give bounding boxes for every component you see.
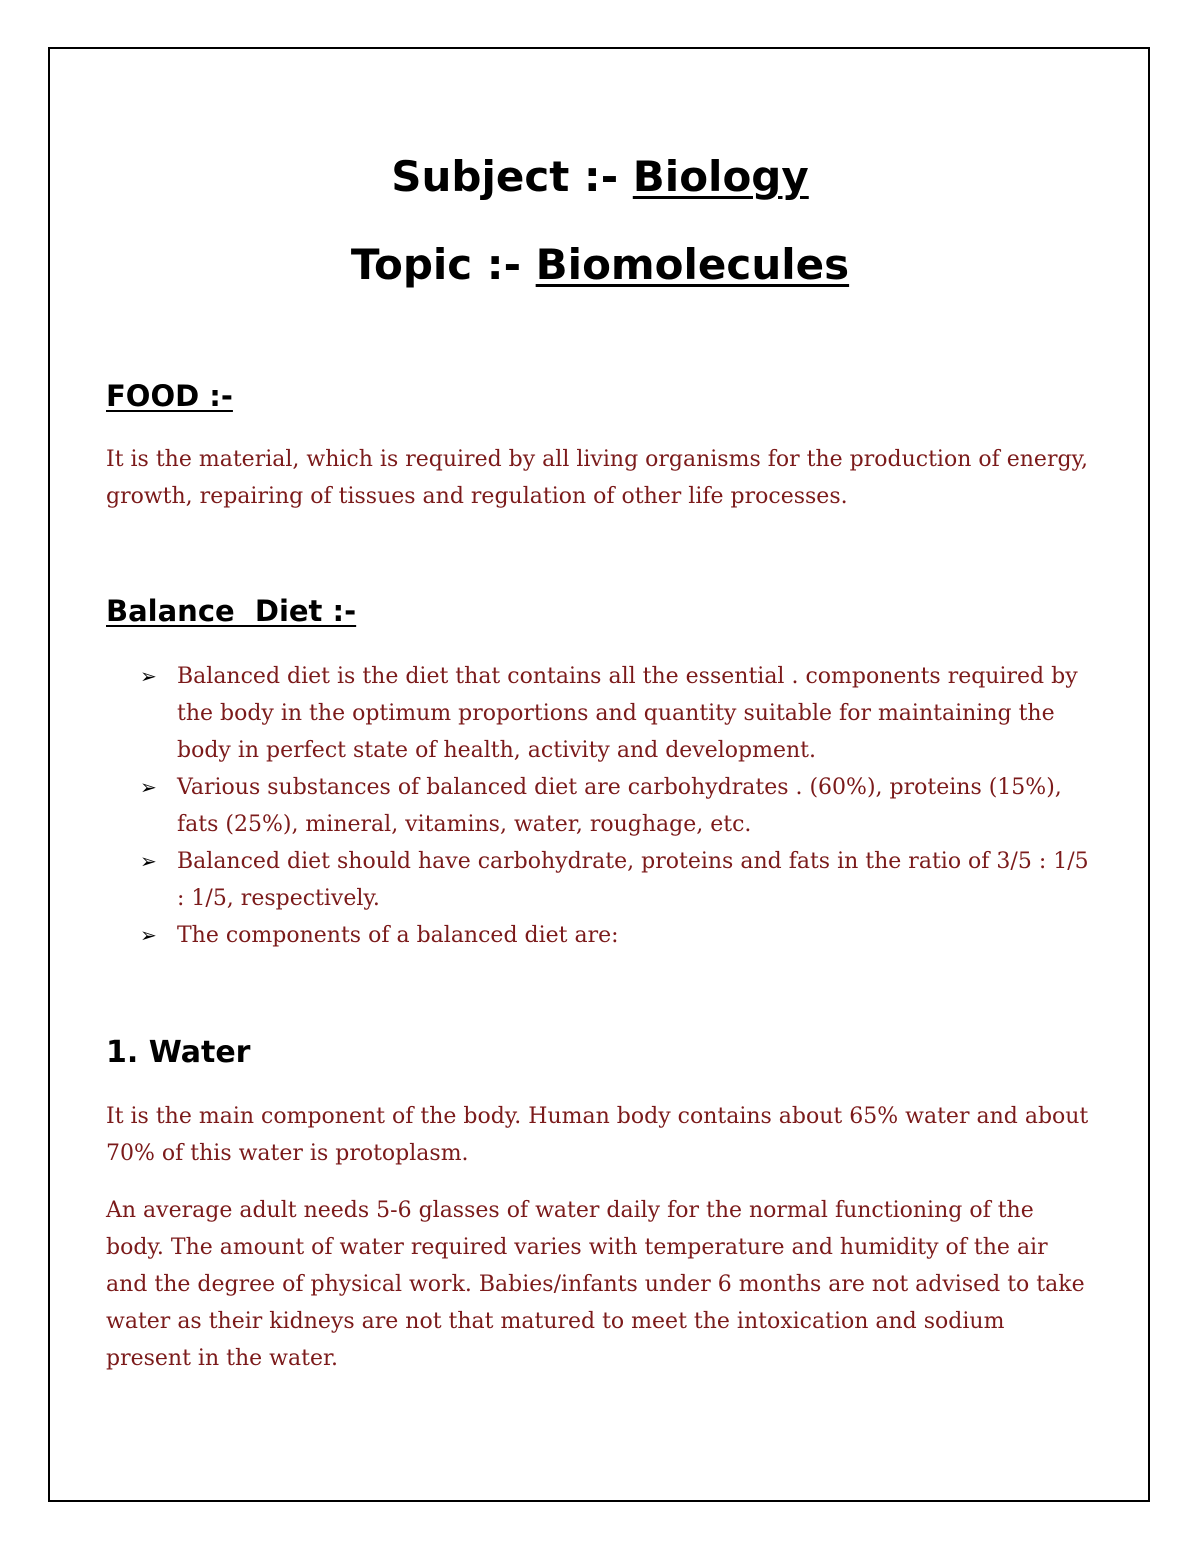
topic-label: Topic :-	[350, 240, 536, 289]
water-paragraph-1: It is the main component of the body. Human body contains about 65% water and about 70% of this water is protoplasm.	[106, 1104, 1089, 1166]
balance-diet-list	[106, 658, 1101, 954]
list-item	[106, 843, 1101, 917]
list-item	[106, 917, 1101, 954]
subject-value: Biology	[632, 152, 809, 201]
water-paragraph-2: An average adult needs 5-6 glasses of water daily for the normal functioning of the body. The amount of water required varies with temperature and humidity of the air and the degree of physical work. Babies/infants under 6 months are not advised to take water as their kidneys are not that matured to meet the intoxication and sodium present in the water.	[106, 1198, 1085, 1371]
list-item-text: The components of a balanced diet are:	[177, 923, 619, 948]
list-item-text: Balanced diet is the diet that contains all the essential . components required by the body in the optimum proportions and quantity suitable for maintaining the body in perfect state of health, activity and development.	[177, 664, 1078, 763]
list-item-text: Various substances of balanced diet are carbohydrates . (60%), proteins (15%), fats (25%), mineral, vitamins, water, roughage, etc.	[177, 775, 1062, 837]
arrow-bullet-icon: ➢	[140, 775, 157, 799]
arrow-bullet-icon: ➢	[140, 923, 157, 947]
list-item-text: Balanced diet should have carbohydrate, proteins and fats in the ratio of 3/5 : 1/5 : 1/5, respectively.	[177, 849, 1089, 911]
balance-diet-heading: Balance Diet :-	[106, 594, 357, 628]
food-definition: It is the material, which is required by all living organisms for the production of energy, growth, repairing of tissues and regulation of other life processes.	[106, 447, 1089, 509]
food-heading: FOOD :-	[106, 379, 233, 413]
list-item	[106, 769, 1101, 843]
water-heading: 1. Water	[106, 1035, 251, 1070]
subject-label: Subject :-	[391, 152, 633, 201]
list-item	[106, 658, 1101, 769]
arrow-bullet-icon: ➢	[140, 664, 157, 688]
topic-title	[0, 240, 1200, 289]
subject-title	[0, 152, 1200, 201]
arrow-bullet-icon: ➢	[140, 849, 157, 873]
topic-value: Biomolecules	[535, 240, 850, 289]
